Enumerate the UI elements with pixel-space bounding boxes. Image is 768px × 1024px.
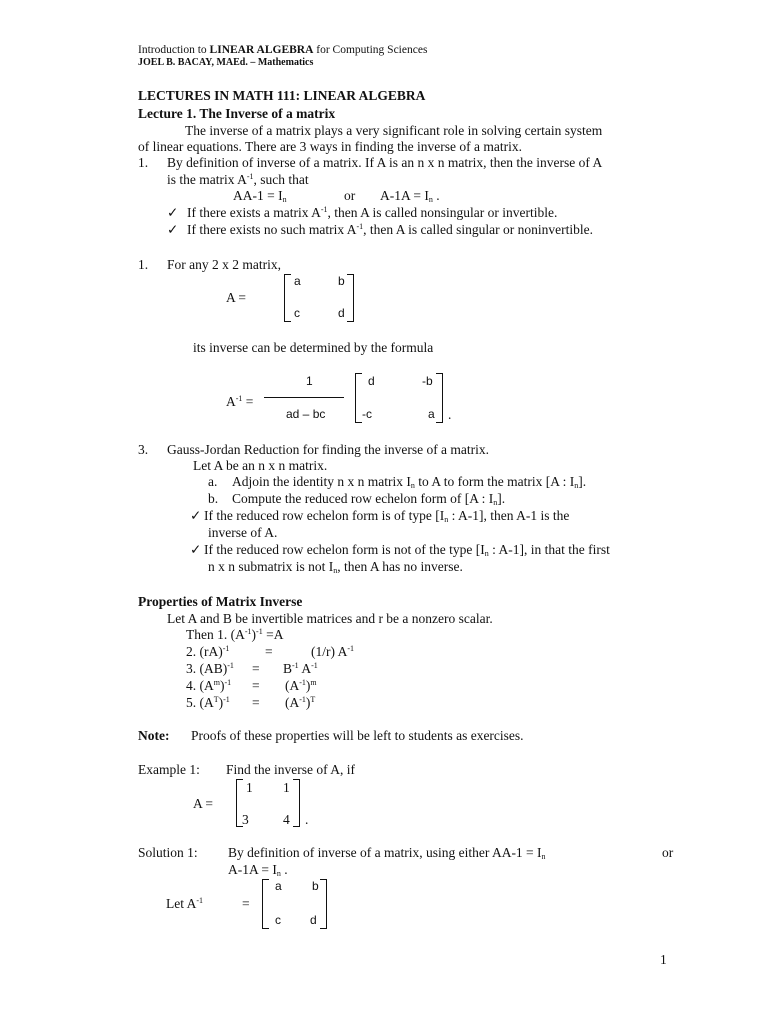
item-1-equation-left: $AA-1 = I_n$: [233, 188, 287, 204]
doc-header-author: JOEL B. BACAY, MAEd. – Mathematics: [138, 57, 314, 68]
item-3-check-2-line-2: n x n submatrix is not $I_n$, then A has no inverse.: [208, 559, 463, 575]
item-3-number: 3.: [138, 442, 149, 457]
item-1-check-1: ✓ If there exists a matrix $A^{-1}$, then A is called nonsingular or invertible.: [167, 205, 558, 220]
example-1-a-label: A =: [193, 796, 213, 811]
item-1-number: 1.: [138, 155, 149, 170]
property-2-eq: =: [265, 644, 273, 659]
formula-intro: its inverse can be determined by the formula: [193, 340, 434, 355]
intro-line-2: of linear equations. There are 3 ways in finding the inverse of a matrix.: [138, 139, 522, 154]
item-3-check-2: ✓ If the reduced row echelon form is not of the type [$I_n$ : A-1], in that the first: [190, 542, 610, 558]
formula-period: .: [448, 407, 452, 422]
matrix-cell: b: [338, 274, 345, 288]
fraction-denominator: ad – bc: [286, 407, 326, 421]
intro-line-1: The inverse of a matrix plays a very significant role in solving certain system: [185, 123, 603, 138]
property-4-lhs: 4. $(A^m)^{-1}$: [186, 678, 232, 693]
step-a-letter: a.: [208, 474, 218, 489]
item-3-check-1: ✓ If the reduced row echelon form is of type [$I_n$ : A-1], then A-1 is the: [190, 508, 570, 524]
property-4-rhs: $(A^{-1})^m$: [285, 678, 317, 693]
check-icon: ✓: [190, 508, 202, 523]
inverse-label: $A^{-1}$ =: [226, 394, 254, 409]
property-3-lhs: 3. (AB)$^{-1}$: [186, 661, 234, 676]
solution-1-label: Solution 1:: [138, 845, 198, 860]
matrix-cell: 1: [246, 780, 253, 795]
property-5-rhs: $(A^{-1})^T$: [285, 695, 316, 710]
matrix-cell: 4: [283, 812, 290, 827]
property-4-eq: =: [252, 678, 260, 693]
item-1-check-2: ✓ If there exists no such matrix $A^{-1}$, then A is called singular or noninvertible.: [167, 222, 593, 237]
item-1-line-1: By definition of inverse of a matrix. If A is an n x n matrix, then the inverse of A: [167, 155, 603, 170]
property-5-eq: =: [252, 695, 260, 710]
matrix-cell: b: [312, 879, 319, 893]
right-bracket: [320, 879, 327, 929]
example-1-text: Find the inverse of A, if: [226, 762, 355, 777]
item-3-check-1-line-2: inverse of A.: [208, 525, 278, 540]
check-icon: ✓: [167, 205, 179, 220]
right-bracket: [347, 274, 354, 322]
matrix-cell: c: [294, 306, 300, 320]
matrix-cell: c: [275, 913, 281, 927]
step-b-text: Compute the reduced row echelon form of [A : $I_n$].: [232, 491, 506, 507]
matrix-cell: 1: [283, 780, 290, 795]
note-text: Proofs of these properties will be left to students as exercises.: [191, 728, 524, 743]
solution-1-text: By definition of inverse of a matrix, using either $AA-1 = I_n$: [228, 845, 546, 861]
matrix-cell: d: [310, 913, 317, 927]
item-1-equation-right: $A-1A = I_n$ .: [380, 188, 440, 204]
property-1: Then 1. $(A^{-1})^{-1} =A$: [186, 627, 284, 642]
solution-1-eq: =: [242, 896, 250, 911]
matrix-cell: a: [428, 407, 435, 421]
right-bracket: [436, 373, 443, 423]
matrix-cell: 3: [242, 812, 249, 827]
lecture-title: Lecture 1. The Inverse of a matrix: [138, 106, 336, 121]
left-bracket: [355, 373, 362, 423]
step-a-text: Adjoin the identity n x n matrix $I_n$ to A to form the matrix [A : $I_n$].: [232, 474, 587, 490]
step-b-letter: b.: [208, 491, 219, 506]
check-icon: ✓: [190, 542, 202, 557]
matrix-cell: a: [294, 274, 301, 288]
matrix-cell: -b: [422, 374, 433, 388]
matrix-cell: a: [275, 879, 282, 893]
matrix-cell: d: [368, 374, 375, 388]
matrix-cell: d: [338, 306, 345, 320]
property-2-lhs: 2. (rA)$^{-1}$: [186, 644, 230, 659]
doc-title: LECTURES IN MATH 111: LINEAR ALGEBRA: [138, 88, 426, 103]
item-3-line-2: Let A be an n x n matrix.: [193, 458, 328, 473]
left-bracket: [262, 879, 269, 929]
property-3-eq: =: [252, 661, 260, 676]
item-2-text: For any 2 x 2 matrix,: [167, 257, 281, 272]
matrix-cell: -c: [362, 407, 372, 421]
right-bracket: [293, 779, 300, 827]
doc-header-line1: Introduction to LINEAR ALGEBRA for Computing Sciences: [138, 44, 428, 56]
matrix-period: .: [305, 812, 309, 827]
note-label: Note:: [138, 728, 170, 743]
page-number: 1: [660, 952, 667, 967]
item-2-number: 1.: [138, 257, 149, 272]
fraction-numerator: 1: [306, 374, 313, 388]
solution-1-let: Let $A^{-1}$: [166, 896, 204, 911]
property-5-lhs: 5. $(A^T)^{-1}$: [186, 695, 230, 710]
properties-intro: Let A and B be invertible matrices and r be a nonzero scalar.: [167, 611, 493, 626]
property-2-rhs: (1/r) $A^{-1}$: [311, 644, 355, 659]
fraction-bar: [264, 397, 344, 398]
left-bracket: [284, 274, 291, 322]
properties-heading: Properties of Matrix Inverse: [138, 594, 303, 609]
item-1-line-2: is the matrix $A^{-1}$, such that: [167, 172, 309, 187]
solution-1-or: or: [662, 845, 674, 860]
item-1-equation-or: or: [344, 188, 356, 203]
property-3-rhs: $B^{-1}$ $A^{-1}$: [283, 661, 318, 676]
item-3-line-1: Gauss-Jordan Reduction for finding the inverse of a matrix.: [167, 442, 490, 457]
matrix-a-label: A =: [226, 290, 246, 305]
example-1-label: Example 1:: [138, 762, 200, 777]
check-icon: ✓: [167, 222, 179, 237]
solution-1-line-2: $A-1A = I_n$ .: [228, 862, 288, 878]
